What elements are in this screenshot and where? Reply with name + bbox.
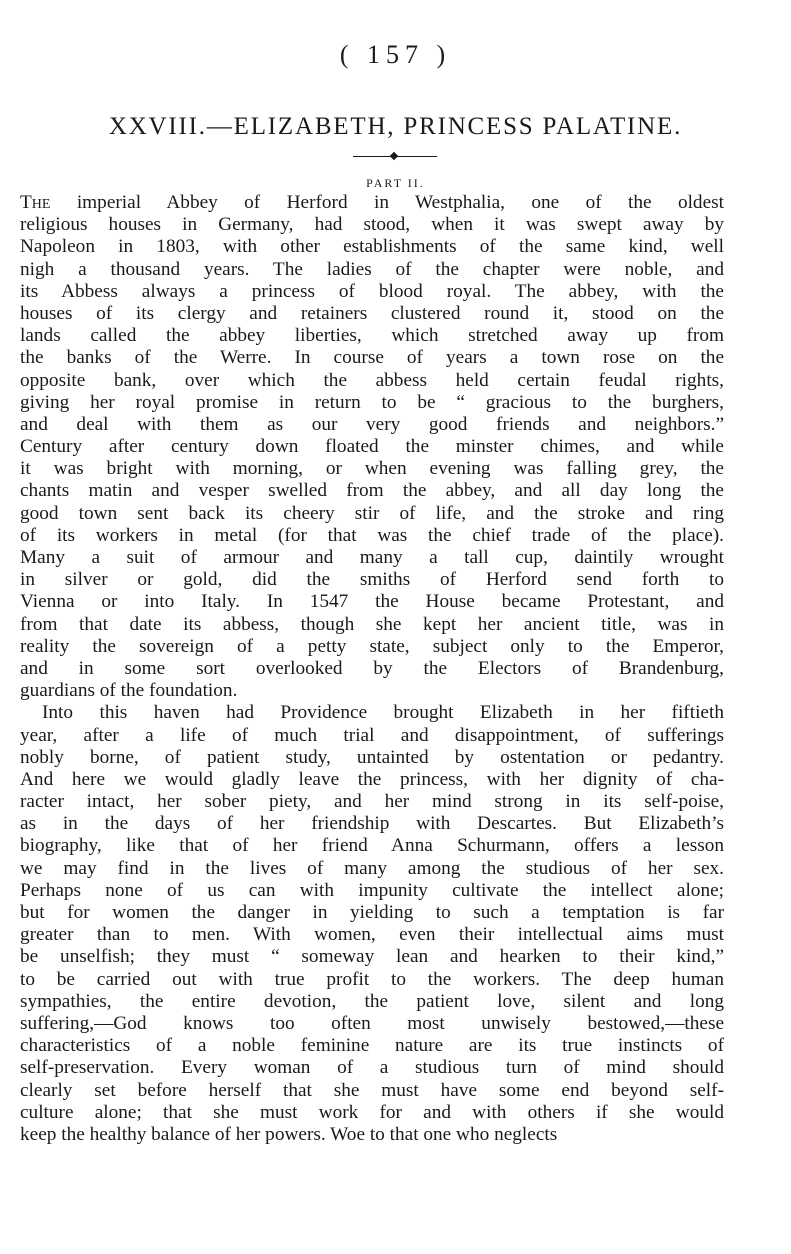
- text-line: giving her royal promise in return to be “ gracious to the burghers,: [20, 391, 724, 413]
- text-line: good town sent back its cheery stir of life, and the stroke and ring: [20, 502, 724, 524]
- paragraph: [20, 702, 724, 1146]
- text-line: self-preservation. Every woman of a studious turn of mind should: [20, 1057, 724, 1079]
- text-line: of its workers in metal (for that was the chief trade of the place).: [20, 524, 724, 546]
- text-line: characteristics of a noble feminine nature are its true instincts of: [20, 1035, 724, 1057]
- text-line: keep the healthy balance of her powers. Woe to that one who neglects: [20, 1123, 558, 1145]
- text-line: it was bright with morning, or when evening was falling grey, the: [20, 458, 724, 480]
- part-label: PART II.: [366, 176, 425, 190]
- text-line: to be carried out with true profit to the workers. The deep human: [20, 968, 724, 990]
- text-line: houses of its clergy and retainers clustered round it, stood on the: [20, 302, 724, 324]
- text-line: as in the days of her friendship with Descartes. But Elizabeth’s: [20, 813, 724, 835]
- chapter-title: XXVIII.—ELIZABETH, PRINCESS PALATINE.: [108, 113, 683, 140]
- text-line: and in some sort overlooked by the Electors of Brandenburg,: [20, 657, 724, 679]
- text-line: guardians of the foundation.: [20, 680, 238, 702]
- text-line: Into this haven had Providence brought Elizabeth in her fiftieth: [42, 702, 724, 724]
- text-line: nobly borne, of patient study, untainted by ostentation or pedantry.: [20, 746, 724, 768]
- page-number: ( 157 ): [339, 40, 452, 69]
- text-line: clearly set before herself that she must have some end beyond self-: [20, 1079, 724, 1101]
- text-line: racter intact, her sober piety, and her mind strong in its self-poise,: [20, 791, 724, 813]
- text-line: be unselfish; they must “ someway lean and hearken to their kind,”: [20, 946, 724, 968]
- text-line: Century after century down floated the minster chimes, and while: [20, 436, 724, 458]
- text-line: sympathies, the entire devotion, the patient love, silent and long: [20, 990, 724, 1012]
- text-line: Vienna or into Italy. In 1547 the House became Protestant, and: [20, 591, 724, 613]
- text-line: we may find in the lives of many among the studious of her sex.: [20, 857, 724, 879]
- text-line: nigh a thousand years. The ladies of the chapter were noble, and: [20, 258, 724, 280]
- text-line-rest: imperial Abbey of Herford in Westphalia, one of the oldest: [50, 192, 724, 213]
- text-line: but for women the danger in yielding to such a temptation is far: [20, 902, 724, 923]
- paragraph: [20, 192, 724, 702]
- text-line: And here we would gladly leave the princess, with her dignity of cha-: [20, 768, 724, 790]
- text-line: opposite bank, over which the abbess held certain feudal rights,: [20, 369, 724, 391]
- opening-word: The: [20, 192, 51, 213]
- text-line: its Abbess always a princess of blood royal. The abbey, with the: [20, 280, 724, 302]
- text-line: Many a suit of armour and many a tall cup, daintily wrought: [20, 547, 724, 568]
- text-line: lands called the abbey liberties, which stretched away up from: [20, 325, 724, 347]
- text-line: from that date its abbess, though she kept her ancient title, was in: [20, 613, 724, 635]
- text-line: and deal with them as our very good friends and neighbors.”: [20, 413, 724, 435]
- text-line: year, after a life of much trial and disappointment, of sufferings: [20, 724, 724, 746]
- text-line: greater than to men. With women, even their intellectual aims must: [20, 924, 724, 946]
- text-line: religious houses in Germany, had stood, when it was swept away by: [20, 214, 724, 236]
- body-text: [20, 192, 724, 1146]
- text-line: [20, 192, 724, 214]
- text-line: culture alone; that she must work for and with others if she would: [20, 1101, 724, 1123]
- text-line: biography, like that of her friend Anna Schurmann, offers a lesson: [20, 835, 724, 857]
- text-line: reality the sovereign of a petty state, subject only to the Emperor,: [20, 635, 724, 657]
- text-line: suffering,—God knows too often most unwisely bestowed,—these: [20, 1012, 724, 1034]
- title-ornament-diamond: [390, 152, 398, 160]
- text-line: Napoleon in 1803, with other establishments of the same kind, well: [20, 236, 724, 258]
- text-line: chants matin and vesper swelled from the abbey, and all day long the: [20, 480, 724, 502]
- text-line: in silver or gold, did the smiths of Herford send forth to: [20, 569, 724, 591]
- text-line: Perhaps none of us can with impunity cultivate the intellect alone;: [20, 879, 724, 901]
- text-line: the banks of the Werre. In course of years a town rose on the: [20, 347, 724, 369]
